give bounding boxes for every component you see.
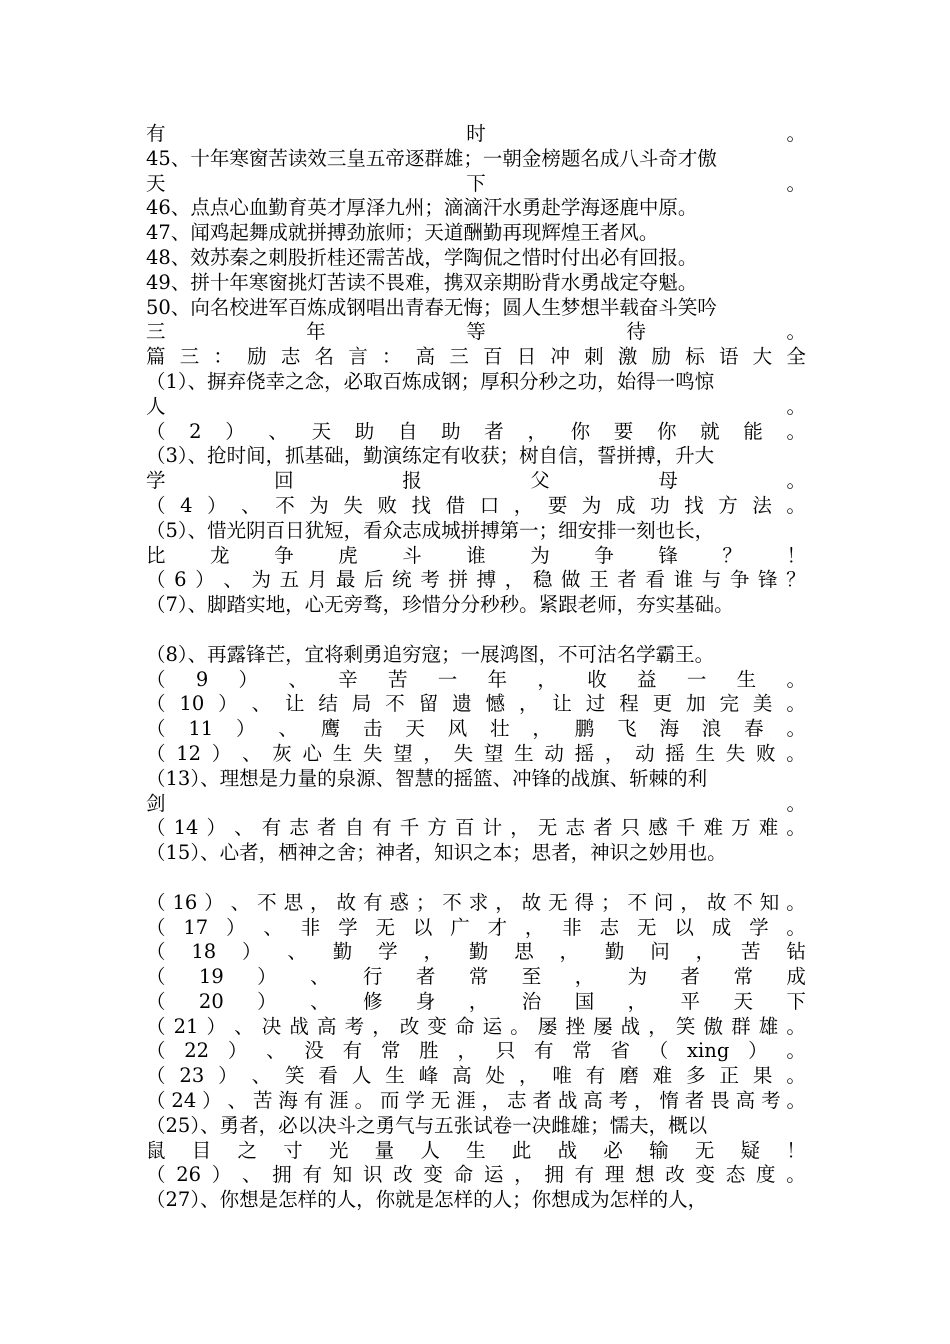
text-line: （ 24 ） 、 苦 海 有 涯 。 而 学 无 涯 ， 志 者 战 高 考 ， 惰 者 畏 高 考 。 (146, 1089, 806, 1113)
text-line: 有 时 。 (146, 122, 806, 145)
document-body (146, 122, 806, 1213)
text-line: （ 2 ） 、 天 助 自 助 者 ， 你 要 你 就 能 。 (146, 419, 806, 443)
text-line: （ 14 ） 、 有 志 者 自 有 千 方 百 计 ， 无 志 者 只 感 千 难 万 难 。 (146, 816, 806, 840)
text-line: 47、闻鸡起舞成就拼搏劲旅师；天道酬勤再现辉煌王者风。 (146, 221, 659, 245)
text-line: （15）、心者，栖神之舍；神者，知识之本；思者，神识之妙用也。 (146, 841, 727, 865)
text-line: 45、十年寒窗苦读效三皇五帝逐群雄；一朝金榜题名成八斗奇才傲 (146, 146, 717, 170)
text-line: （ 10 ） 、 让 结 局 不 留 遗 憾 ， 让 过 程 更 加 完 美 。 (146, 692, 806, 716)
text-line: 46、点点心血勤育英才厚泽九州；滴滴汗水勇赴学海逐鹿中原。 (146, 196, 698, 220)
text-line: （27）、你想是怎样的人，你就是怎样的人；你想成为怎样的人， (146, 1188, 708, 1212)
text-line: 三 年 等 待 。 (146, 320, 806, 344)
text-line: （7）、脚踏实地，心无旁骛，珍惜分分秒秒。紧跟老师，夯实基础。 (146, 593, 734, 617)
text-line: 比 龙 争 虎 斗 谁 为 争 锋 ？ ！ (146, 543, 806, 567)
text-line: （3）、抢时间，抓基础，勤演练定有收获；树自信，誓拼搏，升大 (146, 444, 715, 468)
text-line: （ 6 ） 、 为 五 月 最 后 统 考 拼 搏 ， 稳 做 王 者 看 谁 与 争 锋 ？ (146, 568, 806, 592)
text-line: 50、向名校进军百炼成钢唱出青春无悔；圆人生梦想半载奋斗笑吟 (146, 295, 717, 319)
text-line: 天 下 。 (146, 171, 806, 195)
text-line: （ 9 ） 、 辛 苦 一 年 ， 收 益 一 生 。 (146, 667, 806, 691)
text-line: 49、拼十年寒窗挑灯苦读不畏难，携双亲期盼背水勇战定夺魁。 (146, 270, 698, 294)
text-line: 学 回 报 父 母 。 (146, 469, 806, 493)
text-line: （ 22 ） 、 没 有 常 胜 ， 只 有 常 省 （ xing ） 。 (146, 1039, 806, 1063)
text-line: 鼠 目 之 寸 光 量 人 生 此 战 必 输 无 疑 ！ (146, 1138, 806, 1162)
text-line: （1）、摒弃侥幸之念，必取百炼成钢；厚积分秒之功，始得一鸣惊 (146, 369, 715, 393)
blank-line (146, 866, 806, 891)
text-line: （8）、再露锋芒，宜将剩勇追穷寇；一展鸿图，不可沽名学霸王。 (146, 642, 715, 666)
text-line: （ 20 ） 、 修 身 ， 治 国 ， 平 天 下 (146, 989, 806, 1013)
text-line: （13）、理想是力量的泉源、智慧的摇篮、冲锋的战旗、斩棘的利 (146, 766, 708, 790)
text-line: （ 19 ） 、 行 者 常 至 ， 为 者 常 成 (146, 965, 806, 989)
text-line: （ 11 ） 、 鹰 击 天 风 壮 ， 鹏 飞 海 浪 春 。 (146, 717, 806, 741)
text-line: （ 4 ） 、 不 为 失 败 找 借 口 ， 要 为 成 功 找 方 法 。 (146, 493, 806, 517)
text-line: 48、效苏秦之刺股折桂还需苦战，学陶侃之惜时付出必有回报。 (146, 245, 698, 269)
text-line: （5）、惜光阴百日犹短，看众志成城拼搏第一；细安排一刻也长， (146, 518, 715, 542)
text-line: 篇 三 ： 励 志 名 言 ： 高 三 百 日 冲 刺 激 励 标 语 大 全 (146, 345, 806, 369)
text-line: （25）、勇者，必以决斗之勇气与五张试卷一决雌雄；懦夫，概以 (146, 1113, 708, 1137)
text-line: （ 26 ） 、 拥 有 知 识 改 变 命 运 ， 拥 有 理 想 改 变 态 度 。 (146, 1163, 806, 1187)
text-line: （ 18 ） 、 勤 学 ， 勤 思 ， 勤 问 ， 苦 钻 (146, 940, 806, 964)
text-line: （ 12 ） 、 灰 心 生 失 望 ， 失 望 生 动 摇 ， 动 摇 生 失 败 。 (146, 741, 806, 765)
text-line: （ 16 ） 、 不 思 ， 故 有 惑 ； 不 求 ， 故 无 得 ； 不 问 ， 故 不 知 。 (146, 890, 806, 914)
text-line: 人 。 (146, 394, 806, 418)
text-line: 剑 。 (146, 791, 806, 815)
text-line: （ 23 ） 、 笑 看 人 生 峰 高 处 ， 唯 有 磨 难 多 正 果 。 (146, 1064, 806, 1088)
text-line: （ 21 ） 、 决 战 高 考 ， 改 变 命 运 。 屡 挫 屡 战 ， 笑 傲 群 雄 。 (146, 1014, 806, 1038)
text-line: （ 17 ） 、 非 学 无 以 广 才 ， 非 志 无 以 成 学 。 (146, 915, 806, 939)
blank-line (146, 618, 806, 643)
